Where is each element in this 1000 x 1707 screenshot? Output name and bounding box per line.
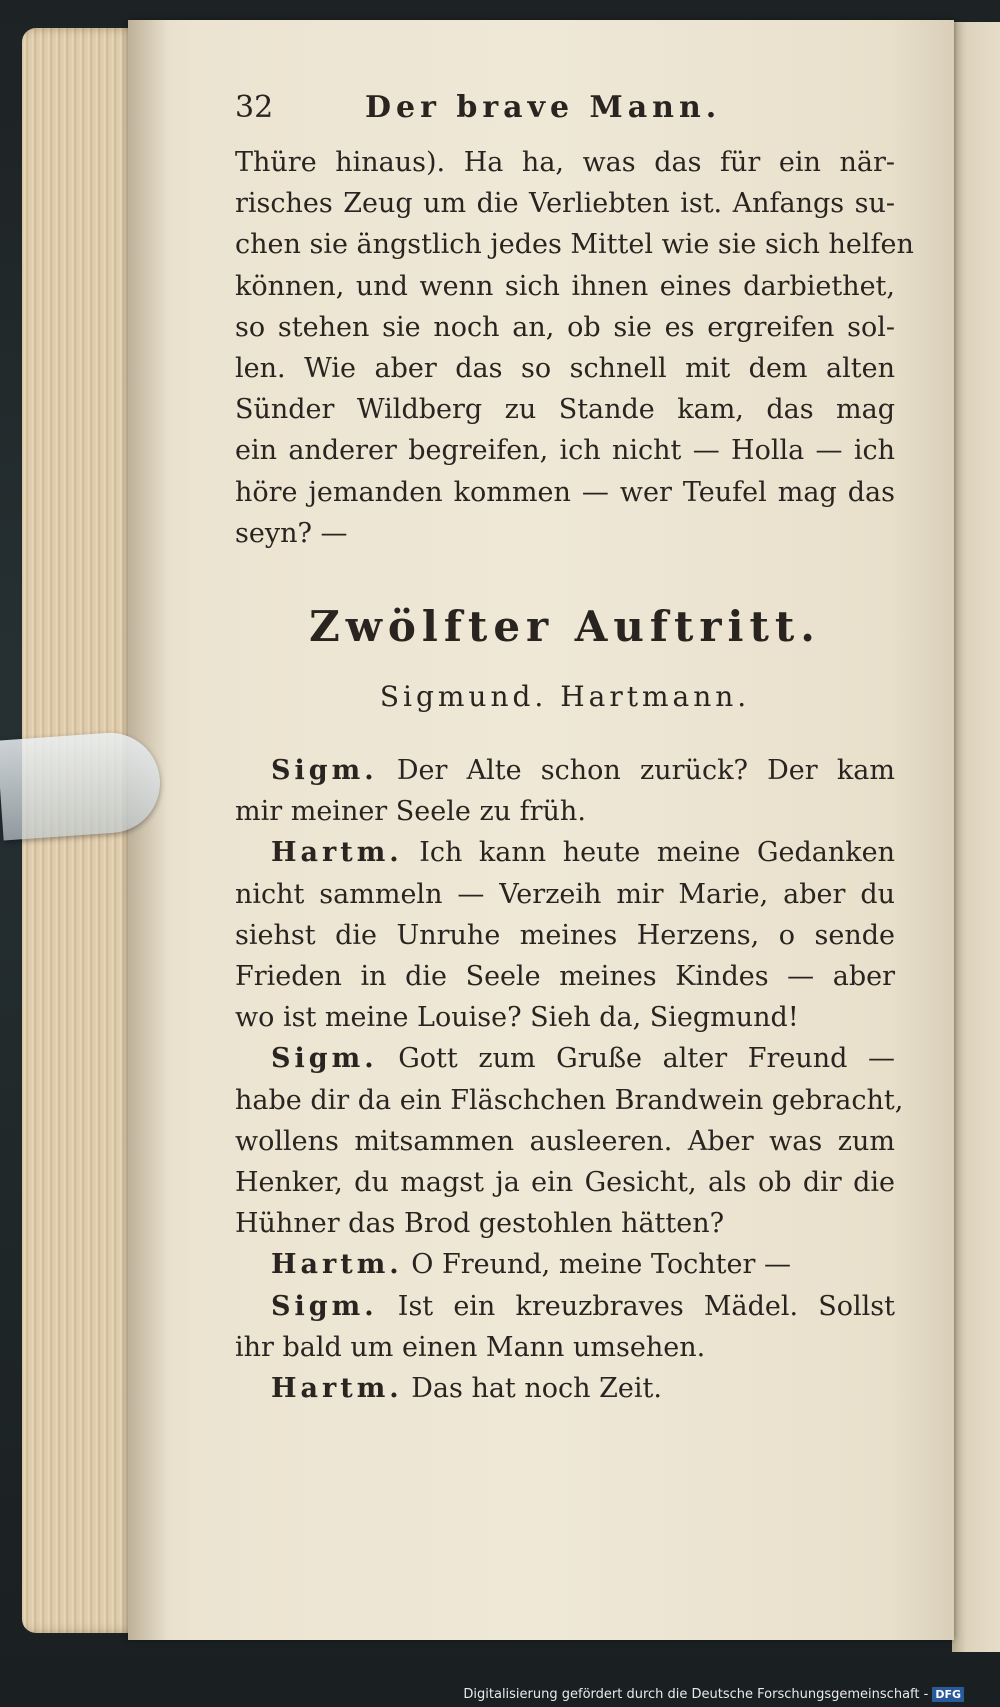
text-line [235,1368,895,1409]
text-line: ein anderer begreifen, ich nicht — Holla — ich [235,435,895,467]
text-line [235,1244,895,1285]
text-line: Frieden in die Seele meines Kindes — aber [235,961,895,993]
dialogue-text: Ist ein kreuzbraves Mädel. Sollst [397,1290,895,1322]
text-line: risches Zeug um die Verliebten ist. Anfangs su- [235,188,895,220]
text-line: Sünder Wildberg zu Stande kam, das mag [235,394,895,426]
dialogue-entry [235,1286,895,1368]
dialogue-text: O Freund, meine Tochter — [411,1249,791,1281]
dialogue-entry [235,832,895,1038]
text-line: wollens mitsammen ausleeren. Aber was zum [235,1125,895,1157]
speaker-name: Sigm. [271,755,378,787]
speaker-name: Hartm. [271,1373,403,1405]
digitization-credit [463,1684,964,1704]
speaker-name: Sigm. [271,1290,378,1322]
text-line [235,832,895,873]
text-line: nicht sammeln — Verzeih mir Marie, aber du [235,878,895,910]
dialogue-entry [235,1368,895,1409]
speaker-name: Hartm. [271,1249,403,1281]
gutter-shadow [128,20,168,1640]
text-line [235,750,895,791]
page-header [235,90,895,134]
dfg-logo: DFG [932,1687,964,1702]
text-line: habe dir da ein Fläschchen Brandwein gebracht, [235,1084,904,1116]
text-line [235,1286,895,1327]
text-line: chen sie ängstlich jedes Mittel wie sie sich helfen [235,229,914,261]
dialogue-text: Gott zum Gruße alter Freund — [398,1043,895,1075]
dialogue-text: Das hat noch Zeit. [411,1373,662,1405]
text-line: ihr bald um einen Mann umsehen. [235,1331,706,1363]
credit-text: Digitalisierung gefördert durch die Deutsche Forschungsgemeinschaft - [463,1686,929,1702]
scene-title: Zwölfter Auftritt. [309,602,821,652]
text-line: so stehen sie noch an, ob sie es ergreifen sol- [235,311,895,343]
running-title: Der brave Mann. [365,90,722,125]
text-line: höre jemanden kommen — wer Teufel mag das [235,476,895,508]
dialogue-entry [235,1244,895,1285]
text-line: wo ist meine Louise? Sieh da, Siegmund! [235,1002,799,1034]
paragraph-1 [235,142,914,554]
page-number: 32 [235,90,274,125]
text-line [235,1038,895,1079]
dialogue-text: Ich kann heute meine Gedanken [419,837,895,869]
speaker-name: Hartm. [271,837,403,869]
facing-page-edge [952,22,1000,1652]
page-text [235,90,914,1409]
text-line: seyn? — [235,517,348,549]
dialogue-text: Der Alte schon zurück? Der kam [396,755,895,787]
text-line: Henker, du magst ja ein Gesicht, als ob dir die [235,1167,895,1199]
text-line: Thüre hinaus). Ha ha, was das für ein när- [235,147,895,178]
text-line: len. Wie aber das so schnell mit dem alten [235,353,895,385]
dialogue-entry [235,750,895,832]
text-line: können, und wenn sich ihnen eines darbiethet, [235,270,895,302]
speaker-name: Sigm. [271,1043,378,1075]
text-line: siehst die Unruhe meines Herzens, o sende [235,919,895,951]
text-line: Hühner das Brod gestohlen hätten? [235,1208,725,1240]
scene-characters: Sigmund. Hartmann. [379,680,751,714]
text-line: mir meiner Seele zu früh. [235,796,586,828]
dialogue-entry [235,1038,904,1244]
